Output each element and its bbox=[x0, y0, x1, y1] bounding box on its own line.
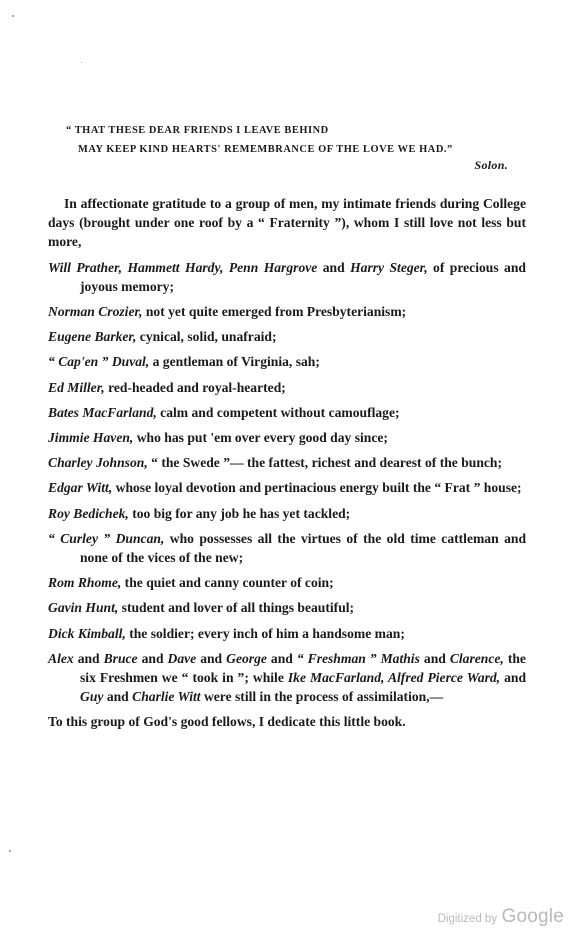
friend-name: “ Cap'en ” Duval, bbox=[48, 354, 150, 370]
friend-name: Ike MacFarland, Alfred Pierce Ward, bbox=[287, 670, 501, 686]
friend-name: Roy Bedichek, bbox=[48, 505, 129, 521]
dedication-entry bbox=[48, 403, 526, 422]
friend-description: who possesses all the virtues of the old time cattleman and none of the vices of the new; bbox=[80, 530, 526, 566]
friend-name: “ Freshman ” Mathis bbox=[296, 650, 420, 666]
dedication-entry bbox=[48, 258, 526, 296]
friend-description: were still in the process of assimilation,— bbox=[203, 689, 444, 705]
friend-name: Charlie Witt bbox=[132, 689, 201, 705]
friend-name: Clarence, bbox=[449, 650, 504, 666]
friend-name: “ Curley ” Duncan, bbox=[48, 530, 165, 546]
friend-name: Bruce bbox=[103, 650, 138, 666]
epigraph-attribution: Solon. bbox=[474, 158, 508, 172]
dedication-entry bbox=[48, 378, 526, 397]
friend-name: Jimmie Haven, bbox=[48, 430, 134, 446]
friend-name: Eugene Barker, bbox=[48, 329, 137, 345]
friend-name: Bates MacFarland, bbox=[48, 404, 157, 420]
epigraph-line-1: “ THAT THESE DEAR FRIENDS I LEAVE BEHIND bbox=[66, 125, 329, 136]
friend-name: Gavin Hunt, bbox=[48, 600, 119, 616]
epigraph-line-2: MAY KEEP KIND HEARTS' REMEMBRANCE OF THE LOVE WE HAD.” bbox=[78, 144, 453, 155]
friend-description: “ the Swede ”— the fattest, richest and dearest of the bunch; bbox=[151, 455, 503, 471]
dedication-entry bbox=[48, 478, 526, 497]
dedication-intro: In affectionate gratitude to a group of men, my intimate friends during College days (brought under one roof by a “ Fraternity ”), whom I still love not less but more, bbox=[48, 196, 526, 250]
friend-name: Guy bbox=[80, 689, 104, 705]
conjunction: and bbox=[322, 259, 345, 275]
dedication-entry bbox=[48, 573, 526, 592]
conjunction: and bbox=[77, 650, 100, 666]
epigraph bbox=[66, 121, 516, 175]
friend-description: cynical, solid, unafraid; bbox=[139, 329, 277, 345]
dedication-entry bbox=[48, 352, 526, 371]
friend-name: Dick Kimball, bbox=[48, 625, 126, 641]
friend-name: Penn Hargrove bbox=[228, 259, 318, 275]
dedication-entry bbox=[48, 453, 526, 472]
friend-description: of precious and joyous memory; bbox=[80, 259, 526, 294]
conjunction: and bbox=[106, 689, 129, 705]
friend-description: who has put 'em over every good day since; bbox=[136, 430, 388, 446]
friend-description: too big for any job he has yet tackled; bbox=[132, 505, 351, 521]
friend-name: Hammett Hardy, bbox=[127, 259, 224, 275]
friend-name: Harry Steger, bbox=[350, 259, 428, 275]
friend-description: a gentleman of Virginia, sah; bbox=[152, 354, 320, 370]
friend-name: Will Prather, bbox=[48, 259, 123, 275]
friend-description: calm and competent without camouflage; bbox=[160, 404, 400, 420]
dedication-entry bbox=[48, 624, 526, 643]
conjunction: and bbox=[270, 650, 293, 666]
friend-description: not yet quite emerged from Presbyterianism; bbox=[145, 304, 407, 320]
friend-description: the quiet and canny counter of coin; bbox=[124, 575, 334, 591]
friend-name: Alex bbox=[48, 650, 74, 666]
paper-speck bbox=[12, 15, 14, 17]
conjunction: and bbox=[200, 650, 223, 666]
conjunction: and bbox=[504, 670, 527, 686]
conjunction: and bbox=[141, 650, 164, 666]
dedication-entry bbox=[48, 504, 526, 523]
paper-speck bbox=[9, 850, 11, 852]
dedication-entry bbox=[48, 529, 526, 567]
friend-name: Norman Crozier, bbox=[48, 304, 143, 320]
dedication-closing: To this group of God's good fellows, I dedicate this little book. bbox=[48, 714, 406, 730]
dedication-entry bbox=[48, 598, 526, 617]
friend-description: whose loyal devotion and pertinacious energy built the “ Frat ” house; bbox=[115, 480, 522, 496]
dedication-entry bbox=[48, 649, 526, 707]
friend-description: student and lover of all things beautiful; bbox=[121, 600, 355, 616]
dedication-entry bbox=[48, 302, 526, 321]
friend-name: Rom Rhome, bbox=[48, 575, 122, 591]
watermark-prefix: Digitized by bbox=[437, 913, 498, 925]
friend-name: Dave bbox=[167, 650, 197, 666]
friend-name: George bbox=[226, 650, 267, 666]
friend-description: red-headed and royal-hearted; bbox=[108, 379, 286, 395]
digitized-by-google-watermark bbox=[438, 906, 564, 928]
friend-name: Charley Johnson, bbox=[48, 455, 148, 471]
google-logo-text: Google bbox=[501, 906, 564, 927]
paper-speck bbox=[81, 62, 82, 63]
friend-name: Ed Miller, bbox=[48, 379, 105, 395]
friend-description: the six Freshmen we “ took in ”; while bbox=[80, 650, 526, 686]
friend-description: the soldier; every inch of him a handsome man; bbox=[129, 625, 405, 641]
dedication-entry bbox=[48, 428, 526, 447]
dedication-entry bbox=[48, 327, 526, 346]
conjunction: and bbox=[423, 650, 446, 666]
dedication-text bbox=[48, 194, 526, 745]
friend-name: Edgar Witt, bbox=[48, 480, 113, 496]
